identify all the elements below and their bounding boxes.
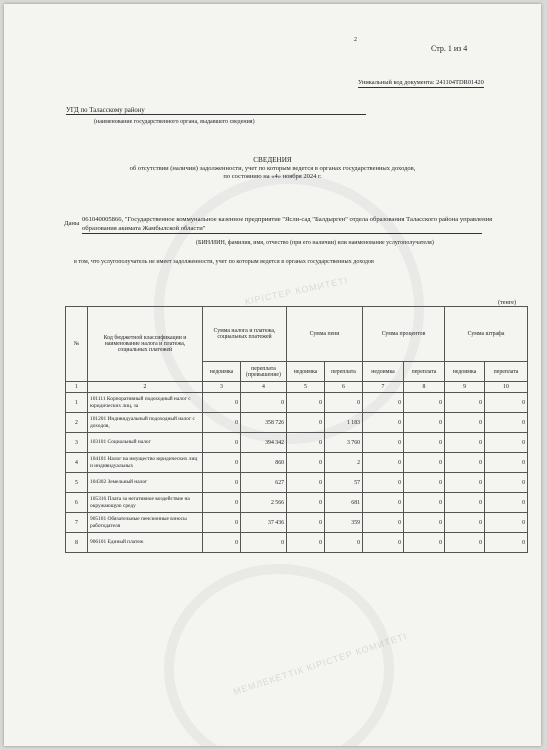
given-label: Даны (64, 220, 80, 227)
row-value: 0 (445, 473, 485, 493)
row-value: 0 (445, 413, 485, 433)
row-value: 0 (363, 413, 404, 433)
column-number: 6 (325, 382, 363, 393)
row-number: 6 (66, 493, 88, 513)
header-num: № (66, 307, 88, 382)
currency-label: (тенге) (498, 299, 517, 306)
row-value: 0 (363, 393, 404, 413)
row-value: 0 (485, 433, 528, 453)
page-mark: 2 (354, 37, 357, 43)
table-row (66, 433, 528, 453)
row-value: 0 (445, 393, 485, 413)
row-number: 1 (66, 393, 88, 413)
row-value: 3 760 (325, 433, 363, 453)
table-row (66, 393, 528, 413)
row-number: 3 (66, 433, 88, 453)
row-value: 0 (404, 413, 445, 433)
header-code: Код бюджетной классификации и наименование налога и платежа, социальных платежей (88, 307, 203, 382)
row-value: 0 (203, 513, 241, 533)
row-value: 0 (203, 433, 241, 453)
row-value: 0 (363, 493, 404, 513)
payer-note: (БИН/ИИН, фамилия, имя, отчество (при его наличии) или наименование услугополучателя) (196, 240, 434, 246)
row-value: 394 342 (241, 433, 287, 453)
row-name: 104302 Земельный налог (88, 473, 203, 493)
column-number: 7 (363, 382, 404, 393)
row-value: 0 (485, 473, 528, 493)
row-value: 57 (325, 473, 363, 493)
payer-underline (82, 233, 482, 234)
row-value: 0 (404, 533, 445, 553)
debt-table (65, 306, 528, 553)
row-name: 101201 Индивидуальный подоходный налог с доходов, (88, 413, 203, 433)
row-number: 7 (66, 513, 88, 533)
row-name: 104101 Налог на имущество юридических лиц и индивидуальных (88, 453, 203, 473)
row-value: 0 (203, 533, 241, 553)
table-row (66, 513, 528, 533)
header-penalty: Сумма пени (287, 307, 363, 362)
row-number: 2 (66, 413, 88, 433)
row-value: 0 (404, 453, 445, 473)
row-value: 0 (287, 473, 325, 493)
row-value: 681 (325, 493, 363, 513)
statement-text: в том, что услугополучатель не имеет задолженности, учет по которым ведется в органах государственных доходов (74, 259, 374, 265)
row-value: 358 726 (241, 413, 287, 433)
column-number: 2 (88, 382, 203, 393)
table-body (66, 393, 528, 553)
row-value: 0 (445, 453, 485, 473)
column-number: 9 (445, 382, 485, 393)
row-value: 1 183 (325, 413, 363, 433)
subheader-arrears: недоимка (203, 362, 241, 382)
row-value: 627 (241, 473, 287, 493)
row-value: 0 (241, 533, 287, 553)
document-title: СВЕДЕНИЯ (253, 156, 292, 164)
subheader-overpay: переплата (325, 362, 363, 382)
table-row (66, 453, 528, 473)
row-value: 0 (287, 413, 325, 433)
row-value: 0 (363, 533, 404, 553)
row-value: 0 (363, 513, 404, 533)
row-value: 0 (485, 413, 528, 433)
row-value: 0 (203, 473, 241, 493)
row-value: 0 (203, 453, 241, 473)
row-value: 37 436 (241, 513, 287, 533)
row-value: 0 (325, 533, 363, 553)
row-name: 105316 Плата за негативное воздействие на окружающую среду (88, 493, 203, 513)
table-row (66, 493, 528, 513)
subheader-arrears: недоимка (287, 362, 325, 382)
row-value: 0 (485, 513, 528, 533)
row-name: 103101 Социальный налог (88, 433, 203, 453)
row-value: 0 (287, 453, 325, 473)
row-value: 0 (485, 533, 528, 553)
row-value: 860 (241, 453, 287, 473)
row-value: 0 (287, 533, 325, 553)
row-value: 2 566 (241, 493, 287, 513)
row-value: 0 (445, 533, 485, 553)
column-number: 10 (485, 382, 528, 393)
row-value: 0 (241, 393, 287, 413)
row-name: 905101 Обязательные пенсионные взносы работодателя (88, 513, 203, 533)
row-value: 0 (404, 493, 445, 513)
row-value: 0 (404, 433, 445, 453)
row-number: 4 (66, 453, 88, 473)
row-value: 0 (287, 493, 325, 513)
row-value: 0 (445, 493, 485, 513)
stamp-text-lower: МЕМЛЕКЕТТІК КІРІСТЕР КОМИТЕТІ (231, 631, 409, 697)
subheader-arrears: недоимка (363, 362, 404, 382)
row-value: 0 (363, 453, 404, 473)
column-number: 5 (287, 382, 325, 393)
row-value: 0 (485, 453, 528, 473)
row-value: 0 (445, 513, 485, 533)
row-number: 8 (66, 533, 88, 553)
column-number: 3 (203, 382, 241, 393)
document-code: Уникальный код документа: 241104TDR01420 (358, 79, 484, 86)
payer-name: 061040005866, "Государственное коммунальное казенное предприятие "Ясли-сад "Балдырген" отдела образования Таласского района управления образования акимата Жамбылской области" (82, 216, 493, 232)
row-value: 0 (325, 393, 363, 413)
row-value: 0 (203, 493, 241, 513)
row-value: 2 (325, 453, 363, 473)
table-row (66, 473, 528, 493)
document-subtitle: об отсутствии (наличии) задолженности, учет по которым ведется в органах государственных доходов, (129, 165, 416, 172)
row-value: 0 (485, 493, 528, 513)
column-number: 8 (404, 382, 445, 393)
stamp-text: КІРІСТЕР КОМИТЕТІ (244, 275, 349, 307)
table-row (66, 413, 528, 433)
subheader-overpay: переплата (404, 362, 445, 382)
row-value: 0 (203, 393, 241, 413)
row-name: 101111 Корпоративный подоходный налог с юридических лиц, за (88, 393, 203, 413)
row-value: 0 (287, 513, 325, 533)
row-value: 0 (287, 393, 325, 413)
row-value: 0 (404, 473, 445, 493)
row-value: 0 (404, 513, 445, 533)
row-value: 0 (203, 413, 241, 433)
issuing-authority: УГД по Таласскому району (66, 107, 366, 115)
subheader-overpay: переплата (превышение) (241, 362, 287, 382)
page-number: Стр. 1 из 4 (431, 44, 468, 53)
row-name: 906101 Единый платеж (88, 533, 203, 553)
table-row (66, 533, 528, 553)
header-fine: Сумма штрафа (445, 307, 528, 362)
row-value: 0 (287, 433, 325, 453)
row-value: 359 (325, 513, 363, 533)
subheader-arrears: недоимка (445, 362, 485, 382)
row-value: 0 (363, 433, 404, 453)
column-number: 1 (66, 382, 88, 393)
issuing-authority-note: (наименование государственного органа, выдавшего сведения) (94, 119, 255, 125)
header-interest: Сумма процентов (363, 307, 445, 362)
row-value: 0 (485, 393, 528, 413)
column-number: 4 (241, 382, 287, 393)
subheader-overpay: переплата (485, 362, 528, 382)
row-number: 5 (66, 473, 88, 493)
row-value: 0 (404, 393, 445, 413)
document-page (4, 4, 541, 746)
header-tax: Сумма налога и платежа, социальных платежей (203, 307, 287, 362)
row-value: 0 (363, 473, 404, 493)
document-date-line: по состоянию на «4» ноября 2024 г. (223, 173, 322, 180)
row-value: 0 (445, 433, 485, 453)
